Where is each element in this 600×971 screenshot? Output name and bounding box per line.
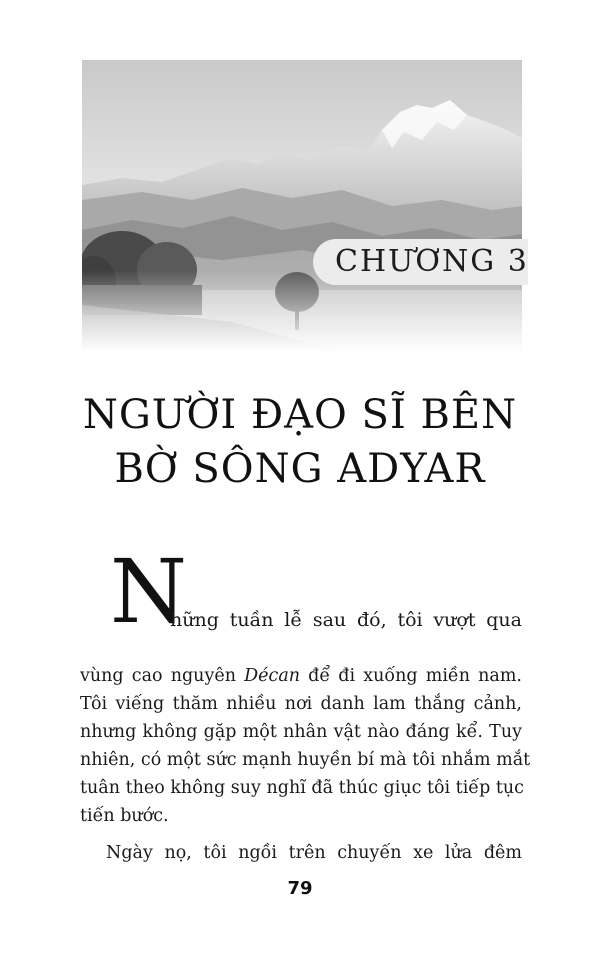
drop-cap-letter: N <box>110 540 187 643</box>
chapter-title <box>0 388 600 496</box>
paragraph-line <box>80 662 522 690</box>
paragraph-line: Ngày nọ, tôi ngồi trên chuyến xe lửa đêm <box>106 843 522 863</box>
paragraph-text: vùng cao nguyên <box>80 666 245 686</box>
paragraph-1 <box>80 662 531 830</box>
chapter-title-line-1: NGƯỜI ĐẠO SĨ BÊN <box>82 392 518 438</box>
mountain-banner-image <box>82 60 522 352</box>
paragraph-first-line: hững tuần lễ sau đó, tôi vượt qua <box>170 609 522 631</box>
paragraph-line: Tôi viếng thăm nhiều nơi danh lam thắng cảnh, <box>80 694 522 714</box>
chapter-title-line-2: BỜ SÔNG ADYAR <box>114 446 486 492</box>
paragraph-line: tuân theo không suy nghĩ đã thúc giục tôi tiếp tục <box>80 778 524 798</box>
paragraph-2 <box>80 839 522 867</box>
paragraph-line: nhưng không gặp một nhân vật nào đáng kể. Tuy <box>80 722 522 742</box>
paragraph-line: nhiên, có một sức mạnh huyền bí mà tôi nhắm mắt <box>80 750 531 770</box>
chapter-number-label: CHƯƠNG 3 <box>335 244 529 279</box>
paragraph-text: để đi xuống miền nam. <box>300 666 522 686</box>
page-number: 79 <box>287 878 313 899</box>
place-name-decan: Décan <box>244 666 301 686</box>
mountain-landscape-illustration <box>82 60 522 352</box>
paragraph-line: tiến bước. <box>80 806 169 826</box>
